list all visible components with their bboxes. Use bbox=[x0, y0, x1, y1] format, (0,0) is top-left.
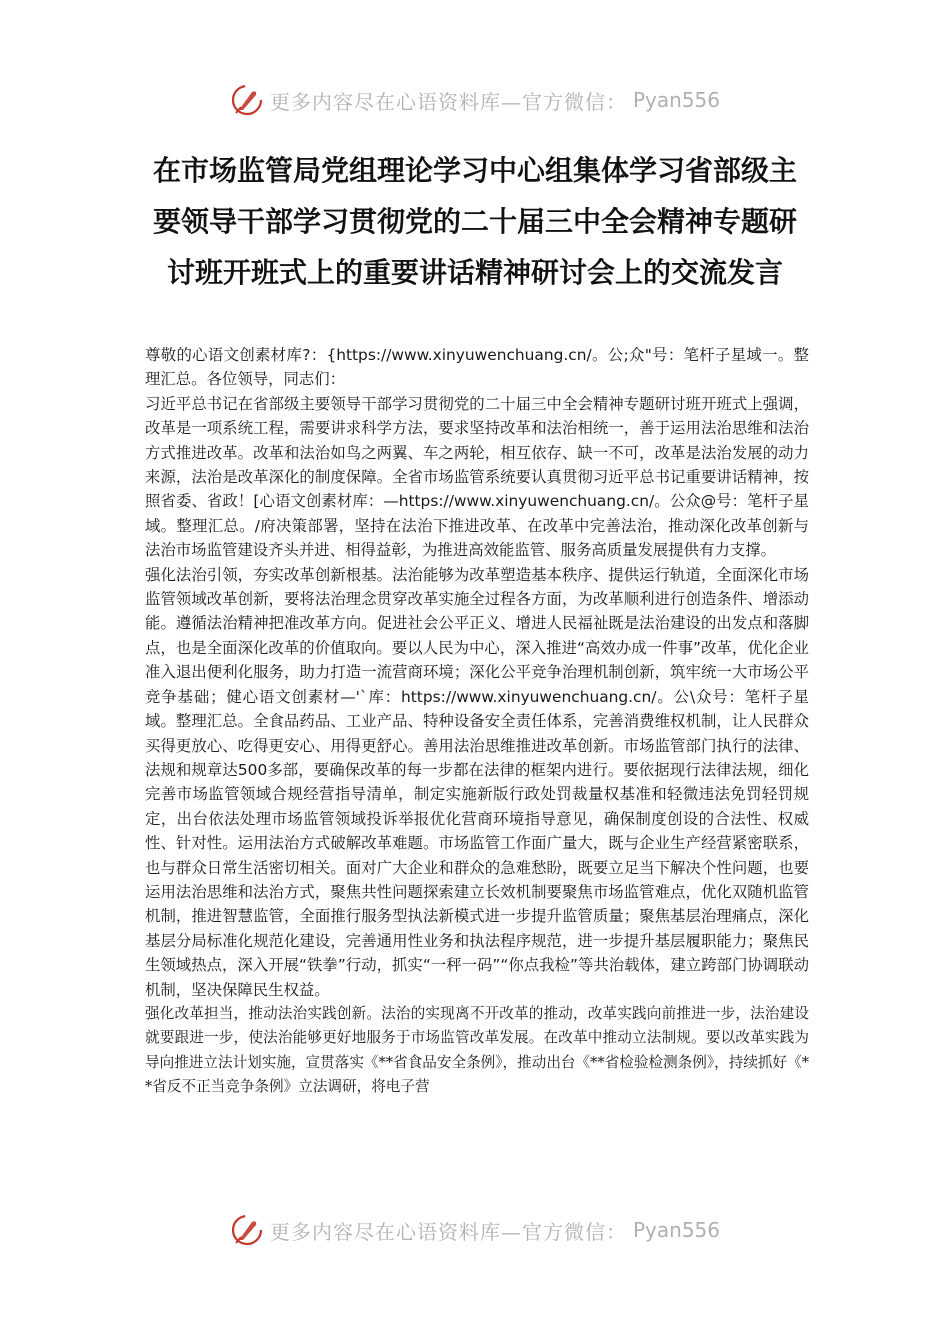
paragraph-salutation: 尊敬的心语文创素材库?：{https://www.xinyuwenchuang.cn/。公;众"号：笔杆子星域一。整理汇总。各位领导，同志们： bbox=[145, 346, 809, 389]
watermark-text: 更多内容尽在心语资料库—官方微信： bbox=[269, 1219, 627, 1244]
watermark-wechat-id: Pyan556 bbox=[632, 88, 720, 112]
quill-pen-icon bbox=[230, 1213, 264, 1247]
paragraph-section-2: 强化改革担当，推动法治实践创新。法治的实现离不开改革的推动，改革实践向前推进一步，法治建设就要跟进一步，使法治能够更好地服务于市场监管改革发展。在改革中推动立法制规。要以改革实践为导向推进立法计划实施，宣贯落实《**省食品安全条例》，推动出台《**省检验检测条例》，持续抓好《**省反不正当竞争条例》立法调研，将电子营 bbox=[145, 1004, 809, 1096]
watermark-banner-top bbox=[0, 80, 950, 120]
document-title: 在市场监管局党组理论学习中心组集体学习省部级主要领导干部学习贯彻党的二十届三中全会精神专题研讨班开班式上的重要讲话精神研讨会上的交流发言 bbox=[152, 154, 797, 289]
paragraph-section-1: 强化法治引领，夯实改革创新根基。法治能够为改革塑造基本秩序、提供运行轨道，全面深化市场监管领域改革创新，要将法治理念贯穿改革实施全过程各方面，为改革顺利进行创造条件、增添动能。遵循法治精神把准改革方向。促进社会公平正义、增进人民福祉既是法治建设的出发点和落脚点，也是全面深化改革的价值取向。要以人民为中心，深入推进“高效办成一件事”改革，优化企业准入退出便利化服务，助力打造一流营商环境；深化公平竞争治理机制创新，筑牢统一大市场公平竞争基础；健心语文创素材—'`库：https://www.xinyuwenchuang.cn/。公\众号：笔杆子星域。整理汇总。全食品药品、工业产品、特种设备安全责任体系，完善消费维权机制，让人民群众买得更放心、吃得更安心、用得更舒心。善用法治思维推进改革创新。市场监管部门执行的法律、法规和规章达500多部，要确保改革的每一步都在法律的框架内进行。要依据现行法律法规，细化完善市场监管领域合规经营指导清单，制定实施新版行政处罚裁量权基准和轻微违法免罚轻罚规定，出台依法处理市场监管领域投诉举报优化营商环境指导意见，确保制度创设的合法性、权威性、针对性。运用法治方式破解改革难题。市场监管工作面广量大，既与企业生产经营紧密联系，也与群众日常生活密切相关。面对广大企业和群众的急难愁盼，既要立足当下解决个性问题，也要运用法治思维和法治方式，聚焦共性问题探索建立长效机制要聚焦市场监管难点，优化双随机监管机制，推进智慧监管，全面推行服务型执法新模式进一步提升监管质量；聚焦基层治理痛点，深化基层分局标准化规范化建设，完善通用性业务和执法程序规范，进一步提升基层履职能力；聚焦民生领域热点，深入开展“铁拳”行动，抓实“一秤一码”“你点我检”等共治载体，建立跨部门协调联动机制，坚决保障民生权益。 bbox=[145, 565, 809, 999]
watermark-text: 更多内容尽在心语资料库—官方微信： bbox=[269, 89, 627, 114]
watermark-banner-bottom bbox=[0, 1210, 950, 1250]
watermark-wechat-id: Pyan556 bbox=[632, 1218, 720, 1242]
paragraph-intro: 习近平总书记在省部级主要领导干部学习贯彻党的二十届三中全会精神专题研讨班开班式上强调，改革是一项系统工程，需要讲求科学方法，要求坚持改革和法治相统一，善于运用法治思维和法治方式推进改革。改革和法治如鸟之两翼、车之两轮，相互依存、缺一不可，改革是法治发展的动力来源，法治是改革深化的制度保障。全省市场监管系统要认真贯彻习近平总书记重要讲话精神，按照省委、省政！[心语文创素材库：—https://www.xinyuwenchuang.cn/。公众@号：笔杆子星域。整理汇总。/府决策部署，坚持在法治下推进改革、在改革中完善法治，推动深化改革创新与法治市场监管建设齐头并进、相得益彰，为推进高效能监管、服务高质量发展提供有力支撑。 bbox=[145, 394, 809, 560]
document-body bbox=[145, 343, 809, 1193]
quill-pen-icon bbox=[230, 83, 264, 117]
